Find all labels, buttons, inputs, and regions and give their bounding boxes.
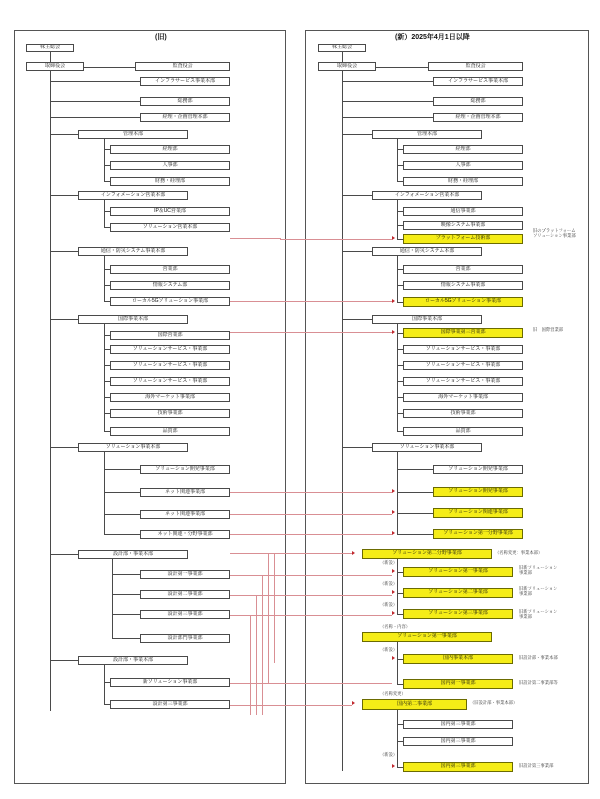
old-unit-25: ネット関連事業部 — [140, 510, 230, 519]
link-line — [280, 239, 392, 240]
new-connector — [397, 285, 403, 286]
old-connector — [50, 554, 78, 555]
new-connector — [397, 513, 433, 514]
old-connector — [50, 52, 51, 62]
new-unit-0: インフラサービス事業本部 — [433, 77, 523, 86]
old-connector — [104, 181, 110, 182]
old-trunk — [50, 71, 51, 711]
old-connector — [50, 660, 78, 661]
annotation-10: （名称・内容） — [380, 624, 411, 629]
old-unit-16: ソリューションサービス・事業部 — [110, 345, 230, 354]
old-org-panel — [14, 30, 286, 784]
new-connector — [397, 349, 403, 350]
new-unit-26: ソリューション関連事業部 — [433, 508, 523, 518]
link-line — [256, 595, 257, 715]
change-arrow-icon — [352, 701, 355, 705]
annotation-7: 旧新ソリューション 事業部 — [519, 565, 558, 575]
new-connector — [397, 614, 403, 615]
old-connector — [104, 256, 105, 302]
old-unit-19: 海外マーケット事業部 — [110, 393, 230, 402]
new-connector — [397, 225, 403, 226]
old-unit-34: 設計第三事業部 — [110, 700, 230, 709]
annotation-11: （新設） — [380, 647, 398, 652]
new-unit-30: ソリューション第二事業部 — [403, 588, 513, 598]
old-connector — [104, 165, 110, 166]
old-connector — [104, 397, 110, 398]
new-connector — [397, 200, 398, 239]
old-connector — [112, 559, 113, 639]
new-unit-7: インフォメーション営業本部 — [372, 191, 482, 200]
new-connector — [397, 413, 403, 414]
annotation-15: （旧設計部・事業本部） — [470, 700, 518, 705]
old-unit-29: 設計第二事業部 — [140, 590, 230, 599]
old-connector — [104, 492, 140, 493]
link-line — [230, 301, 392, 302]
old-connector — [104, 704, 110, 705]
old-connector — [50, 134, 78, 135]
new-connector — [397, 469, 433, 470]
new-unit-15: 国際事業本部 — [372, 315, 482, 324]
new-connector — [342, 134, 372, 135]
old-unit-2: 経理・企画管理本部 — [140, 113, 230, 122]
new-connector — [342, 447, 372, 448]
annotation-13: 旧設計第二事業部等 — [519, 680, 558, 685]
new-unit-36: 国内第三事業部 — [403, 720, 513, 729]
new-unit-21: 技術事業部 — [403, 409, 523, 418]
old-unit-33: 新ソリューション事業部 — [110, 678, 230, 687]
annotation-6: （新設） — [380, 602, 398, 607]
old-connector — [104, 301, 110, 302]
old-panel-title: (旧) — [155, 34, 167, 41]
old-unit-27: 設計部・事業本部 — [78, 550, 188, 559]
old-unit-14: 国際事業本部 — [78, 315, 188, 324]
new-panel-title: (新）2025年4月1日以降 — [395, 34, 470, 41]
old-unit-12: 情報システム部 — [110, 281, 230, 290]
new-unit-19: ソリューションサービス・事業部 — [403, 377, 523, 386]
link-line — [268, 553, 269, 683]
link-line — [274, 553, 275, 663]
change-arrow-icon — [392, 569, 395, 573]
new-connector — [397, 333, 403, 334]
old-connector — [104, 365, 110, 366]
old-unit-10: 通信・防災システム事業本部 — [78, 247, 188, 256]
new-unit-22: 品質部 — [403, 427, 523, 436]
old-connector — [104, 324, 105, 432]
new-connector — [397, 452, 398, 535]
annotation-12: 旧設計部・事業本部 — [519, 655, 558, 660]
new-connector — [376, 67, 428, 68]
new-connector — [342, 81, 433, 82]
old-unit-7: インフォメーション営業本部 — [78, 191, 188, 200]
new-unit-20: 海外マーケット事業部 — [403, 393, 523, 402]
new-unit-8: 通信事業部 — [403, 207, 523, 216]
old-connector — [104, 452, 105, 535]
old-unit-24: ネット関連事業部 — [140, 488, 230, 497]
old-unit-6: 財務・経理部 — [110, 177, 230, 186]
new-connector — [397, 710, 398, 767]
old-connector — [104, 285, 110, 286]
old-connector — [50, 81, 140, 82]
old-unit-23: ソリューション開発事業部 — [140, 465, 230, 474]
link-line — [230, 514, 392, 515]
new-unit-28: ソリューション第二分野事業部 — [362, 549, 492, 559]
new-connector — [397, 181, 403, 182]
new-unit-3: 管理本部 — [372, 130, 482, 139]
new-box-shareholders: 株主総会 — [318, 44, 366, 52]
change-arrow-icon — [392, 531, 395, 535]
link-line — [230, 705, 352, 706]
old-unit-28: 設計第一事業部 — [140, 570, 230, 579]
new-connector — [342, 101, 433, 102]
annotation-8: 旧新ソリューション 事業部 — [519, 586, 558, 596]
old-unit-26: ネット関連・分野事業部 — [140, 530, 230, 539]
old-unit-13: ローカル5Gソリューション事業部 — [110, 297, 230, 306]
link-line — [230, 332, 392, 333]
old-connector — [50, 117, 140, 118]
new-unit-24: ソリューション開発事業部 — [433, 465, 523, 474]
link-line — [230, 238, 280, 239]
new-box-auditors: 監査役会 — [428, 62, 523, 71]
change-arrow-icon — [392, 590, 395, 594]
old-connector — [104, 139, 105, 182]
new-connector — [397, 139, 398, 182]
new-unit-16: 国際事業第三営業部 — [403, 328, 523, 338]
new-connector — [397, 593, 403, 594]
new-connector — [397, 239, 403, 240]
old-connector — [104, 200, 105, 228]
new-unit-9: 映像システム事業部 — [403, 221, 523, 230]
new-unit-18: ソリューションサービス・事業部 — [403, 361, 523, 370]
link-line — [230, 534, 392, 535]
new-unit-17: ソリューションサービス・事業部 — [403, 345, 523, 354]
old-connector — [104, 514, 140, 515]
new-unit-11: 通信・防災システム本部 — [372, 247, 482, 256]
new-connector — [342, 117, 433, 118]
old-connector — [50, 101, 140, 102]
old-connector — [104, 469, 140, 470]
change-arrow-icon — [392, 330, 395, 334]
old-box-shareholders: 株主総会 — [26, 44, 74, 52]
new-unit-14: ローカル5Gソリューション事業部 — [403, 297, 523, 307]
annotation-1: 旧 国際営業部 — [533, 327, 564, 332]
new-connector — [342, 251, 372, 252]
annotation-9: 旧新ソリューション 事業部 — [519, 609, 558, 619]
old-unit-8: IP＆UC営業部 — [110, 207, 230, 216]
new-connector — [397, 492, 433, 493]
link-line — [230, 575, 392, 576]
new-connector — [397, 269, 403, 270]
new-org-panel — [305, 30, 589, 784]
old-box-board: 取締役会 — [26, 62, 84, 71]
old-unit-3: 管理本部 — [78, 130, 188, 139]
old-connector — [112, 638, 140, 639]
annotation-14: （名称変更） — [380, 691, 406, 696]
change-arrow-icon — [392, 656, 395, 660]
old-connector — [104, 534, 140, 535]
old-unit-15: 国際営業部 — [110, 331, 230, 340]
old-unit-0: インフラサービス事業本部 — [140, 77, 230, 86]
new-unit-31: ソリューション第三事業部 — [403, 609, 513, 619]
new-connector — [397, 256, 398, 302]
old-connector — [50, 319, 78, 320]
new-unit-34: 国内第一事業部 — [403, 679, 513, 689]
old-connector — [104, 335, 110, 336]
old-unit-1: 総務部 — [140, 97, 230, 106]
old-connector — [104, 349, 110, 350]
change-arrow-icon — [392, 299, 395, 303]
old-unit-5: 人事部 — [110, 161, 230, 170]
new-unit-5: 人事部 — [403, 161, 523, 170]
new-connector — [397, 149, 403, 150]
new-unit-23: ソリューション事業本部 — [372, 443, 482, 452]
new-unit-13: 情報システム事業部 — [403, 281, 523, 290]
new-connector — [397, 741, 403, 742]
old-connector — [104, 211, 110, 212]
old-connector — [50, 195, 78, 196]
old-connector — [112, 614, 140, 615]
new-connector — [397, 534, 433, 535]
old-connector — [104, 227, 110, 228]
new-connector — [397, 302, 403, 303]
new-connector — [342, 319, 372, 320]
change-arrow-icon — [352, 551, 355, 555]
new-box-board: 取締役会 — [318, 62, 376, 71]
new-unit-33: 国内事業本部 — [403, 654, 513, 664]
old-connector — [84, 67, 135, 68]
old-connector — [112, 594, 140, 595]
change-arrow-icon — [392, 510, 395, 514]
old-unit-11: 営業部 — [110, 265, 230, 274]
new-unit-2: 経理・企画管理本部 — [433, 113, 523, 122]
old-connector — [104, 665, 105, 705]
annotation-5: （新設） — [380, 581, 398, 586]
old-unit-31: 設計部門事業部 — [140, 634, 230, 643]
old-box-auditors: 監査役会 — [135, 62, 230, 71]
annotation-3: （名称変更：事業本部） — [495, 550, 543, 555]
old-unit-4: 経理部 — [110, 145, 230, 154]
new-connector — [397, 767, 403, 768]
new-connector — [342, 52, 343, 62]
new-connector — [397, 724, 403, 725]
new-connector — [397, 365, 403, 366]
old-unit-17: ソリューションサービス・事業部 — [110, 361, 230, 370]
annotation-16: （新設） — [380, 752, 398, 757]
link-line — [262, 575, 263, 715]
link-line — [230, 492, 392, 493]
annotation-0: 旧のプラットフォーム ソリューション事業部 — [533, 228, 576, 238]
old-unit-21: 品質部 — [110, 427, 230, 436]
old-connector — [104, 413, 110, 414]
new-connector — [397, 165, 403, 166]
old-connector — [112, 574, 140, 575]
link-line — [230, 683, 392, 684]
new-unit-10: プラットフォーム技術部 — [403, 234, 523, 244]
change-arrow-icon — [392, 611, 395, 615]
link-line — [230, 615, 392, 616]
annotation-4: （新設） — [380, 560, 398, 565]
new-unit-6: 財務・経理部 — [403, 177, 523, 186]
new-unit-27: ソリューション第一分野事業部 — [433, 529, 523, 539]
new-unit-25: ソリューション開発事業部 — [433, 487, 523, 497]
change-arrow-icon — [392, 236, 395, 240]
old-unit-20: 技術事業部 — [110, 409, 230, 418]
old-connector — [104, 431, 110, 432]
new-connector — [397, 397, 403, 398]
link-line — [230, 595, 392, 596]
link-line — [230, 553, 352, 554]
old-connector — [104, 149, 110, 150]
old-connector — [104, 682, 110, 683]
old-unit-30: 設計第三事業部 — [140, 610, 230, 619]
new-connector — [397, 659, 403, 660]
old-unit-22: ソリューション事業本部 — [78, 443, 188, 452]
old-connector — [50, 447, 78, 448]
new-connector — [397, 211, 403, 212]
old-unit-32: 設計部・事業本部 — [78, 656, 188, 665]
new-connector — [397, 324, 398, 432]
new-unit-37: 国内第三事業部 — [403, 737, 513, 746]
old-connector — [104, 269, 110, 270]
new-connector — [397, 381, 403, 382]
new-unit-38: 国内第三事業部 — [403, 762, 513, 772]
new-unit-1: 総務部 — [433, 97, 523, 106]
new-connector — [397, 684, 403, 685]
annotation-17: 旧設計第三事業部 — [519, 763, 554, 768]
new-connector — [397, 572, 403, 573]
new-unit-4: 経理部 — [403, 145, 523, 154]
change-arrow-icon — [392, 764, 395, 768]
new-connector — [342, 195, 372, 196]
new-connector — [397, 431, 403, 432]
new-unit-29: ソリューション第一事業部 — [403, 567, 513, 577]
change-arrow-icon — [392, 489, 395, 493]
link-line — [250, 615, 251, 715]
old-unit-9: ソリューション営業本部 — [110, 223, 230, 232]
new-unit-32: ソリューション第一事業部 — [362, 632, 492, 642]
old-unit-18: ソリューションサービス・事業部 — [110, 377, 230, 386]
new-unit-35: 国内第二事業部 — [362, 699, 467, 710]
new-unit-12: 営業部 — [403, 265, 523, 274]
old-connector — [104, 381, 110, 382]
new-trunk — [342, 71, 343, 771]
old-connector — [50, 251, 78, 252]
